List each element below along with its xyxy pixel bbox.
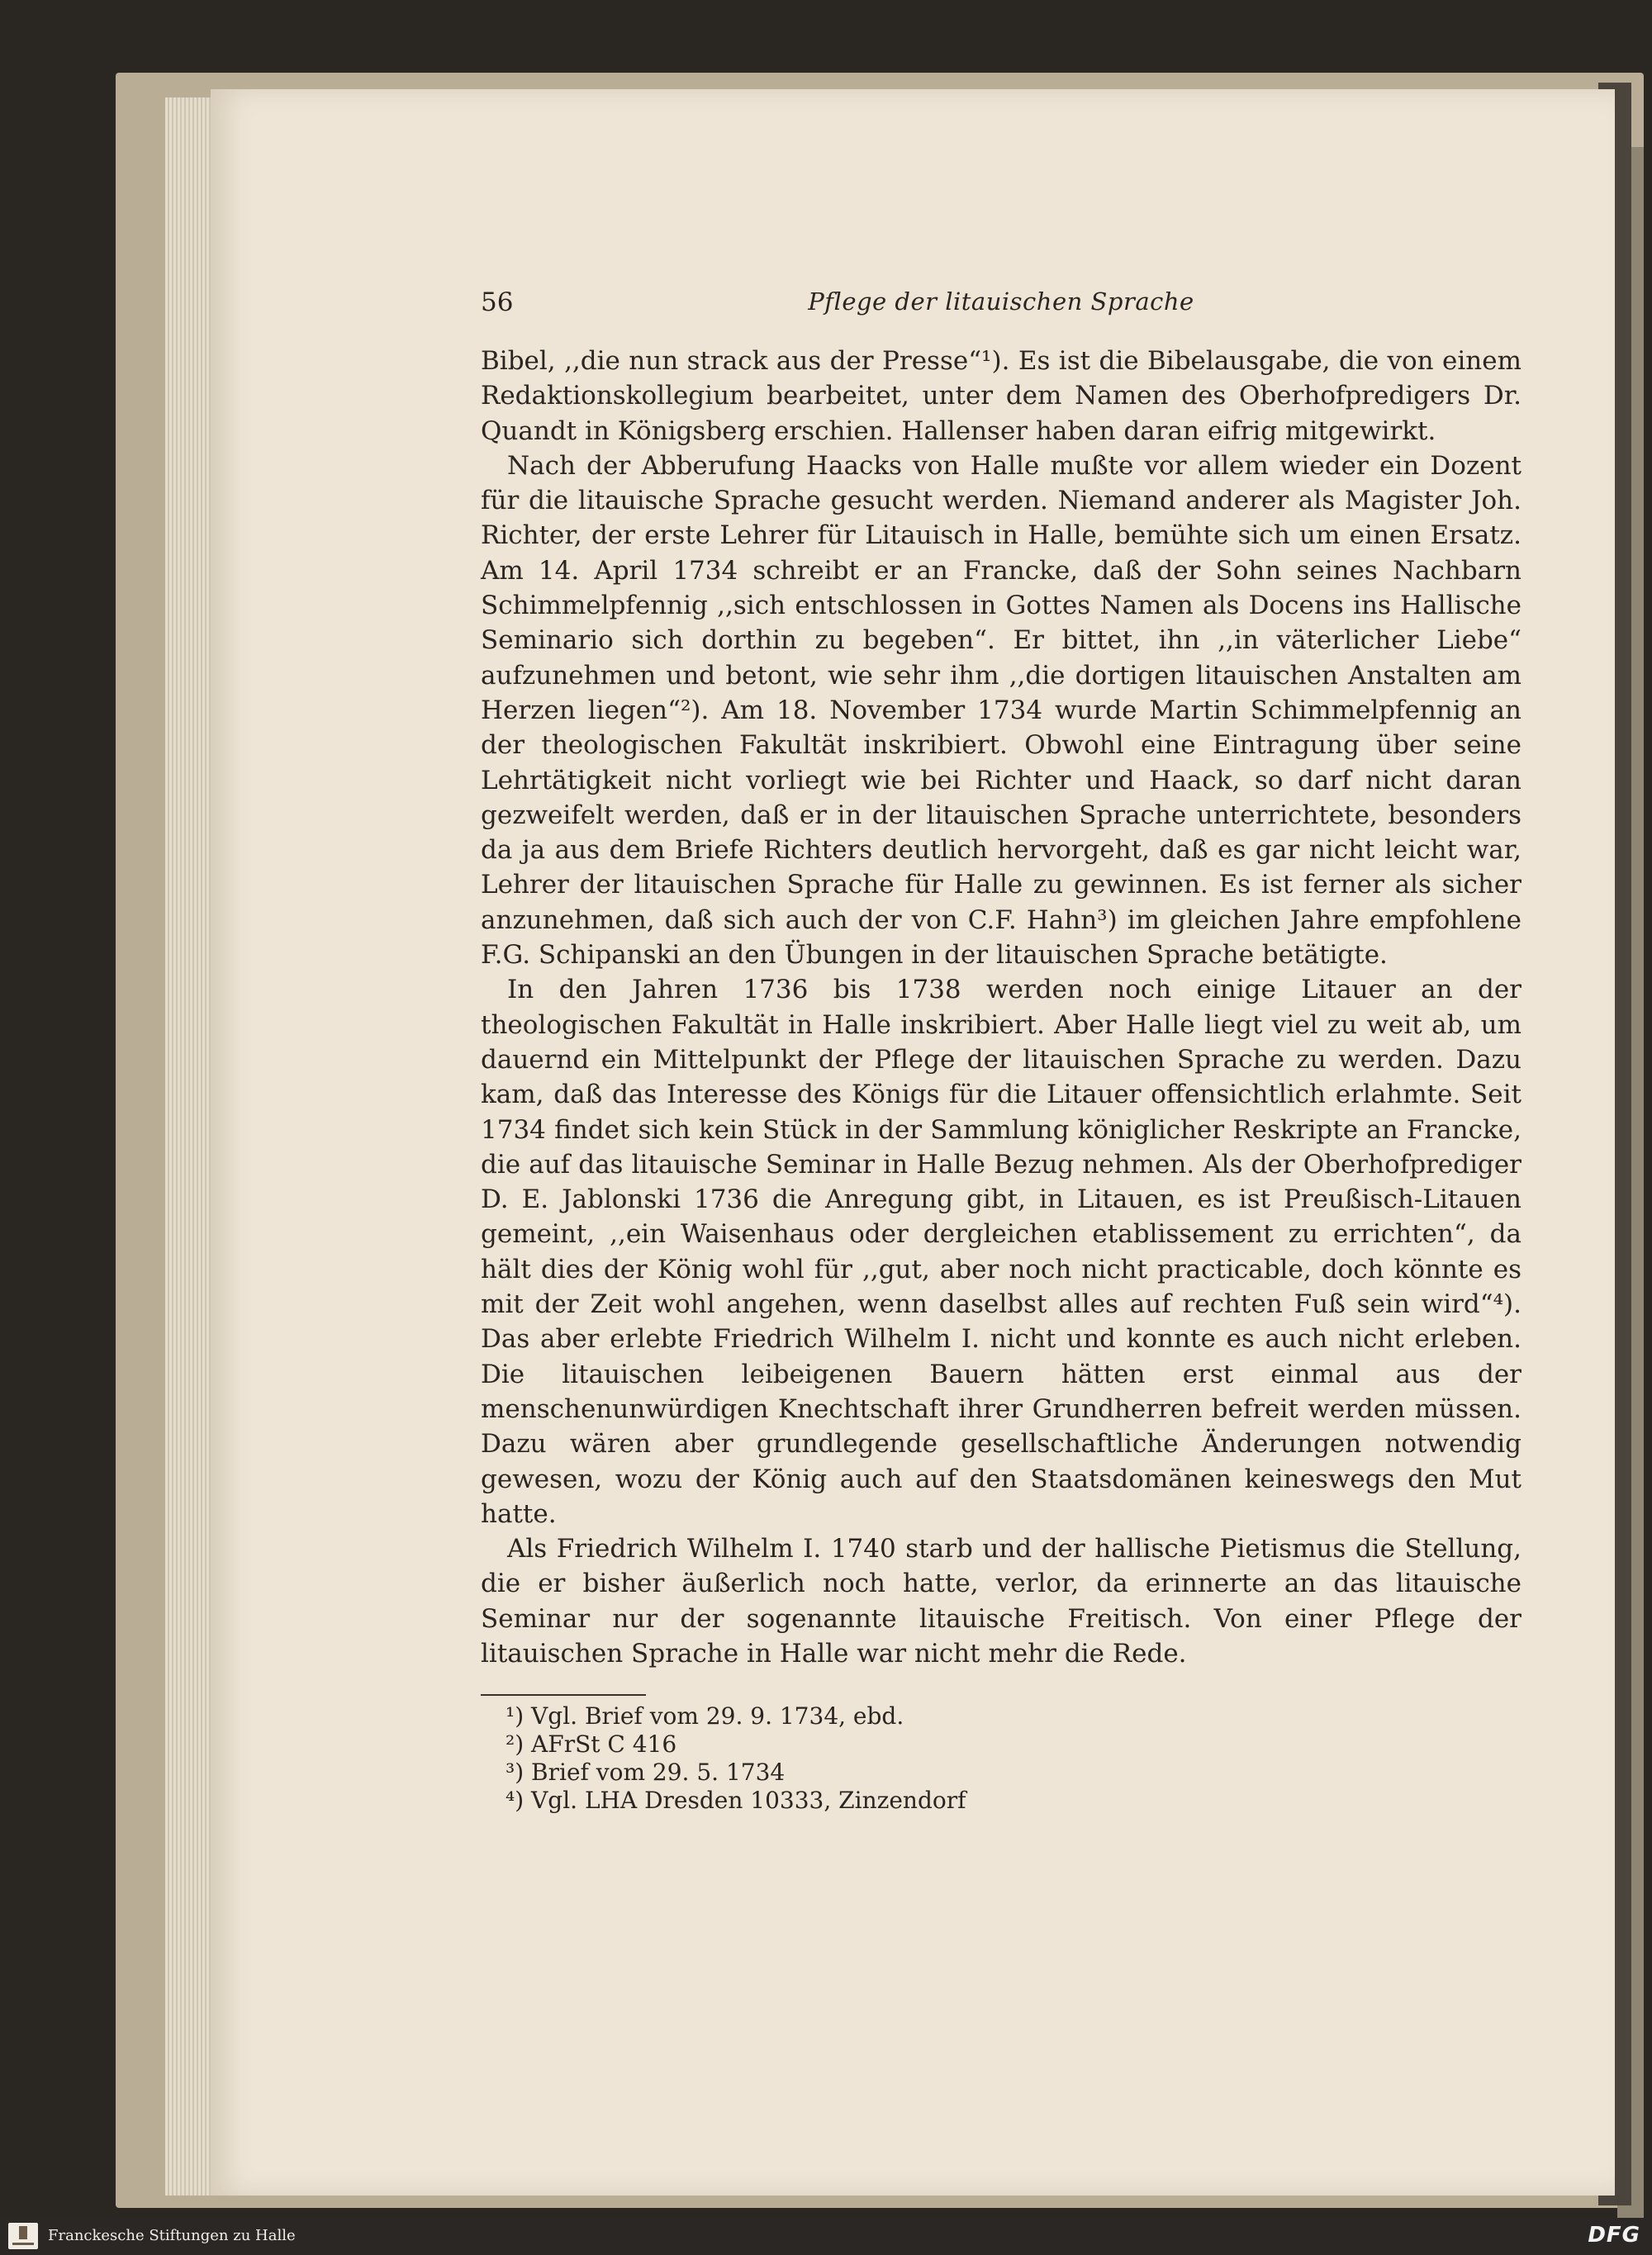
footnote: ⁴) Vgl. LHA Dresden 10333, Zinzendorf [506, 1787, 966, 1815]
paragraph: In den Jahren 1736 bis 1738 werden noch einige Litauer an der theologischen Fakultät in Halle inskribiert. Aber Halle liegt viel zu weit ab, um dauernd ein Mittelpunkt der Pflege der litauischen Sprache zu werden. Dazu kam, daß das Interesse des Königs für die Litauer offensichtlich erlahmte. Seit 1734 findet sich kein Stück in der Sammlung königlicher Reskripte an Francke, die auf das litauische Seminar in Halle Bezug nehmen. Als der Oberhofprediger D. E. Jablonski 1736 die Anregung gibt, in Litauen, es ist Preußisch-Litauen gemeint, ,,ein Waisenhaus oder dergleichen etablissement zu errichten“, da hält dies der König wohl für ,,gut, aber noch nicht practicable, doch könnte es mit der Zeit wohl angehen, wenn daselbst alles auf rechten Fuß sein wird“⁴). Das aber erlebte Friedrich Wilhelm I. nicht und konnte es auch nicht erleben. Die litauischen leibeigenen Bauern hätten erst einmal aus der menschenunwürdigen Knechtschaft ihrer Grundherren befreit werden müssen. Dazu wären aber grundlegende gesellschaftliche Änderungen notwendig gewesen, wozu der König auch auf den Staatsdomänen keineswegs den Mut hatte. [481, 975, 1521, 1529]
footnote: ²) AFrSt C 416 [506, 1730, 677, 1759]
page-content [481, 287, 1521, 1815]
dfg-logo[interactable]: DFG [1588, 2223, 1640, 2248]
footer-bar [0, 2218, 1652, 2255]
institution-name[interactable]: Franckesche Stiftungen zu Halle [48, 2227, 296, 2244]
paragraph: Bibel, ,,die nun strack aus der Presse“¹). Es ist die Bibelausgabe, die von einem Redaktionskollegium bearbeitet, unter dem Namen des Oberhofpredigers Dr. Quandt in Königsberg erschien. Hallenser haben daran eifrig mitgewirkt. [481, 346, 1521, 446]
body-text [481, 344, 1521, 1671]
running-header [481, 287, 1521, 337]
paragraph: Nach der Abberufung Haacks von Halle mußte vor allem wieder ein Dozent für die litauische Sprache gesucht werden. Niemand anderer als Magister Joh. Richter, der erste Lehrer für Litauisch in Halle, bemühte sich um einen Ersatz. Am 14. April 1734 schreibt er an Francke, daß der Sohn seines Nachbarn Schimmelpfennig ,,sich entschlossen in Gottes Namen als Docens ins Hallische Seminario sich dorthin zu begeben“. Er bittet, ihn ,,in väterlicher Liebe“ aufzunehmen und betont, wie sehr ihm ,,die dortigen litauischen Anstalten am Herzen liegen“²). Am 18. November 1734 wurde Martin Schimmelpfennig an der theologischen Fakultät inskribiert. Obwohl eine Eintragung über seine Lehrtätigkeit nicht vorliegt wie bei Richter und Haack, so darf nicht daran gezweifelt werden, daß er in der litauischen Sprache unterrichtete, besonders da ja aus dem Briefe Richters deutlich hervorgeht, daß es gar nicht leicht war, Lehrer der litauischen Sprache für Halle zu gewinnen. Es ist ferner als sicher anzunehmen, daß sich auch der von C.F. Hahn³) im gleichen Jahre empfohlene F.G. Schipanski an den Übungen in der litauischen Sprache betätigte. [481, 450, 1521, 971]
page-number: 56 [481, 287, 514, 317]
paragraph: Als Friedrich Wilhelm I. 1740 starb und der hallische Pietismus die Stellung, die er bisher äußerlich noch hatte, verlor, da erinnerte an das litauische Seminar nur der sogenannte litauische Freitisch. Von einer Pflege der litauischen Sprache in Halle war nicht mehr die Rede. [481, 1534, 1521, 1669]
running-title: Pflege der litauischen Sprache [808, 287, 1194, 316]
footnotes [481, 1702, 1521, 1815]
book-page [211, 89, 1615, 2196]
footnote: ³) Brief vom 29. 5. 1734 [506, 1759, 786, 1787]
footnote: ¹) Vgl. Brief vom 29. 9. 1734, ebd. [506, 1702, 904, 1730]
footnote-separator [481, 1694, 646, 1696]
francke-foundation-logo-icon[interactable] [8, 2223, 38, 2249]
